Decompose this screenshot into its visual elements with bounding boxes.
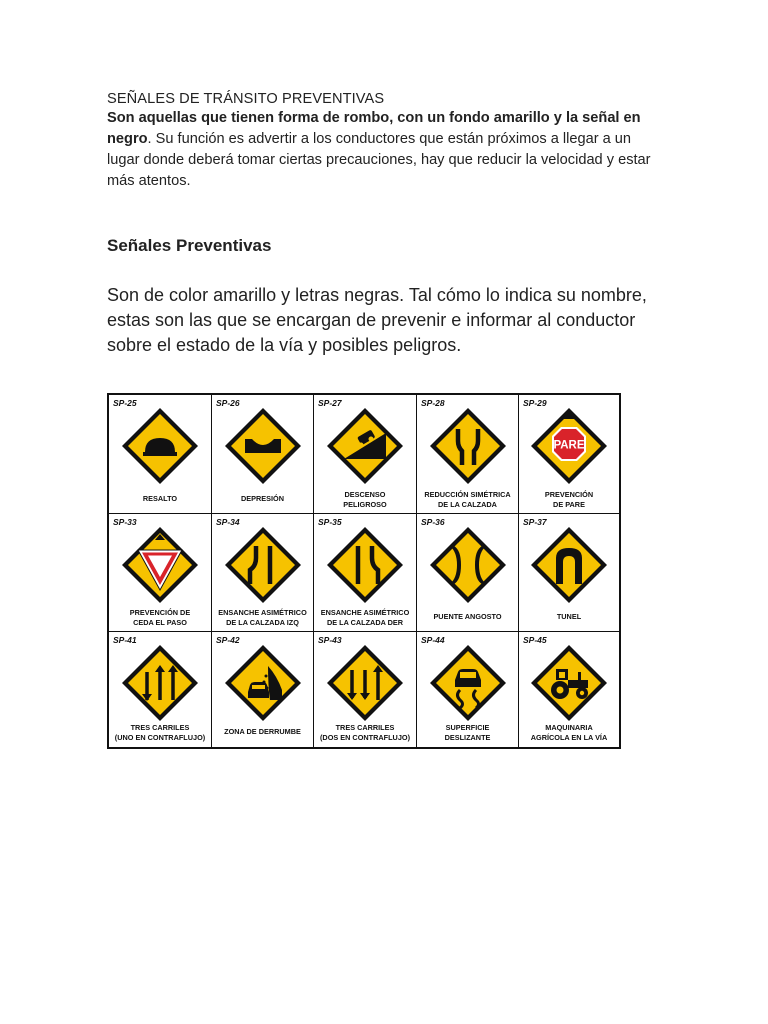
sign-label-line2: DE LA CALZADA IZQ <box>226 618 299 627</box>
sign-code: SP-29 <box>523 398 547 408</box>
sign-code: SP-43 <box>318 635 342 645</box>
sign-cell-sp-34 <box>212 514 314 632</box>
section-heading: Señales Preventivas <box>107 236 272 255</box>
sign-label-line2: DE LA CALZADA DER <box>326 618 404 627</box>
sign-code: SP-34 <box>216 517 240 527</box>
sign-code: SP-44 <box>421 635 445 645</box>
sign-label: ENSANCHE ASIMÉTRICO <box>218 608 307 617</box>
sign-label: SUPERFICIE <box>445 723 490 732</box>
sign-label: PREVENCIÓN DE <box>129 608 191 617</box>
road-narrows-icon <box>427 405 509 492</box>
sign-label-line2: DE PARE <box>553 500 585 509</box>
intro-text: . Su función es advertir a los conductores que están próximos a llegar a un lugar donde deberá tomar ciertas precauciones, hay que reducir la velocidad y estar más atentos. <box>107 131 651 189</box>
document-title: SEÑALES DE TRÁNSITO PREVENTIVAS <box>107 91 385 107</box>
sign-cell-sp-44 <box>417 632 519 747</box>
sign-code: SP-45 <box>523 635 547 645</box>
sign-code: SP-27 <box>318 398 342 408</box>
sign-code: SP-25 <box>113 398 137 408</box>
sign-label: MAQUINARIA <box>545 723 593 732</box>
sign-label: TRES CARRILES <box>335 723 395 732</box>
sign-label: DEPRESIÓN <box>241 494 284 503</box>
sign-cell-sp-28 <box>417 395 519 514</box>
sign-code: SP-33 <box>113 517 137 527</box>
steep-descent-icon <box>324 405 406 492</box>
sign-label: ENSANCHE ASIMÉTRICO <box>320 608 410 617</box>
three-lanes-one-contraflow-icon <box>119 642 201 729</box>
sign-label: PUENTE ANGOSTO <box>433 612 502 621</box>
sign-label: TRES CARRILES <box>130 723 190 732</box>
section-body: Son de color amarillo y letras negras. Tal cómo lo indica su nombre, estas son las que se encargan de prevenir e informar al conductor sobre el estado de la vía y posibles peligros. <box>107 285 647 355</box>
sign-label-line2: AGRÍCOLA EN LA VÍA <box>530 733 608 742</box>
sign-label-line2: CEDA EL PASO <box>133 618 187 627</box>
sign-cell-sp-45 <box>519 632 619 747</box>
three-lanes-two-contraflow-icon <box>324 642 406 729</box>
sign-code: SP-35 <box>318 517 342 527</box>
sign-cell-sp-41 <box>109 632 212 747</box>
stop-ahead-icon <box>528 405 610 492</box>
sign-cell-sp-37 <box>519 514 619 632</box>
widening-right-icon <box>324 524 406 611</box>
sign-cell-sp-26 <box>212 395 314 514</box>
sign-cell-sp-35 <box>314 514 417 632</box>
sign-label-line2: PELIGROSO <box>343 500 387 509</box>
intro-bold-text: Son aquellas que tienen forma de rombo, con un fondo amarillo y la señal en negro <box>107 110 641 147</box>
sign-chart-image <box>107 393 621 749</box>
sign-code: SP-41 <box>113 635 137 645</box>
dip-icon <box>222 405 304 492</box>
sign-label-line2: DE LA CALZADA <box>438 500 497 509</box>
sign-code: SP-42 <box>216 635 240 645</box>
sign-code: SP-26 <box>216 398 240 408</box>
sign-label-line2: (UNO EN CONTRAFLUJO) <box>114 733 206 742</box>
sign-label: REDUCCIÓN SIMÉTRICA <box>424 490 511 499</box>
sign-cell-sp-27 <box>314 395 417 514</box>
sign-cell-sp-42 <box>212 632 314 747</box>
sign-label: DESCENSO <box>344 490 386 499</box>
narrow-bridge-icon <box>427 524 509 611</box>
tunnel-icon <box>528 524 610 611</box>
sign-cell-sp-43 <box>314 632 417 747</box>
sign-cell-sp-33 <box>109 514 212 632</box>
landslide-icon <box>222 642 304 729</box>
sign-label-line2: DESLIZANTE <box>444 733 491 742</box>
sign-cell-sp-25 <box>109 395 212 514</box>
sign-label: PREVENCIÓN <box>544 490 594 499</box>
widening-left-icon <box>222 524 304 611</box>
sign-code: SP-36 <box>421 517 445 527</box>
slippery-road-icon <box>427 642 509 729</box>
sign-cell-sp-29 <box>519 395 619 514</box>
sign-label: RESALTO <box>142 494 178 503</box>
sign-label: TUNEL <box>556 612 582 621</box>
intro-paragraph <box>107 108 667 192</box>
sign-code: SP-28 <box>421 398 445 408</box>
sign-code: SP-37 <box>523 517 547 527</box>
sign-cell-sp-36 <box>417 514 519 632</box>
hump-icon <box>119 405 201 492</box>
tractor-icon <box>528 642 610 729</box>
sign-label: ZONA DE DERRUMBE <box>224 727 301 736</box>
sign-label-line2: (DOS EN CONTRAFLUJO) <box>320 733 410 742</box>
svg-text:PARE: PARE <box>553 439 585 452</box>
yield-ahead-icon <box>119 524 201 611</box>
